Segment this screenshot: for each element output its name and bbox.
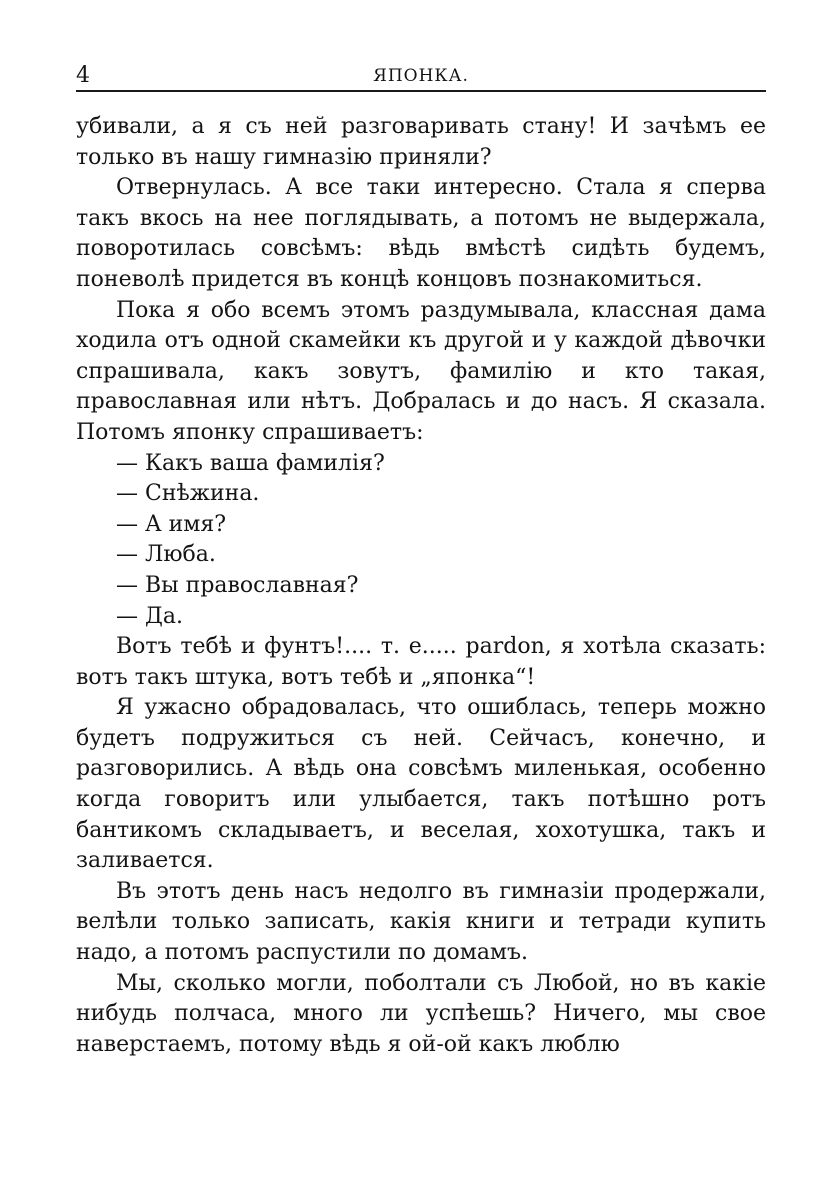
paragraph: убивали, а я съ ней разговаривать стану! И зачѣмъ ее только въ нашу гимназію приняли? <box>76 114 766 170</box>
running-title: ЯПОНКА. <box>373 66 469 86</box>
dialogue-line: — Снѣжина. <box>116 481 260 507</box>
paragraph: Въ этотъ день насъ недолго въ гимназіи продержали, велѣли только записать, какія книги и тетради купить надо, а потомъ распустили по домамъ. <box>76 878 766 966</box>
book-page <box>76 56 766 1060</box>
page-number: 4 <box>76 63 90 88</box>
paragraph: Мы, сколько могли, поболтали съ Любой, но въ какіе нибудь полчаса, много ли успѣешь? Ничего, мы свое наверстаемъ, потому вѣдь я ой-ой какъ люблю <box>76 970 766 1057</box>
paragraph: Пока я обо всемъ этомъ раздумывала, классная дама ходила отъ одной скамейки къ другой и у каждой дѣвочки спрашивала, какъ зовутъ, фамилію и кто такая, православная или нѣтъ. Добралась и до насъ. Я сказала. Потомъ японку спрашиваетъ: <box>76 297 766 445</box>
paragraph: Я ужасно обрадовалась, что ошиблась, теперь можно будетъ подружиться съ ней. Сейчасъ, конечно, и разговорились. А вѣдь она совсѣмъ миленькая, особенно когда говоритъ или улыбается, такъ потѣшно ротъ бантикомъ складываетъ, и веселая, хохотушка, такъ и заливается. <box>76 695 766 874</box>
dialogue-line: — А имя? <box>116 511 227 537</box>
paragraph: Вотъ тебѣ и фунтъ!.... т. е..... pardon, я хотѣла сказать: вотъ такъ штука, вотъ тебѣ и „японка“! <box>76 634 766 690</box>
paragraph: Отвернулась. А все таки интересно. Стала я сперва такъ вкось на нее поглядывать, а потомъ не выдержала, поворотилась совсѣмъ: вѣдь вмѣстѣ сидѣть будемъ, поневолѣ придется въ концѣ концовъ познакомиться. <box>76 175 766 292</box>
dialogue-line: — Да. <box>116 603 183 629</box>
body-text <box>76 112 766 1060</box>
page-header <box>76 56 766 92</box>
dialogue-line: — Какъ ваша фамилія? <box>116 450 385 476</box>
dialogue-line: — Люба. <box>116 542 216 568</box>
dialogue-line: — Вы православная? <box>116 572 359 598</box>
